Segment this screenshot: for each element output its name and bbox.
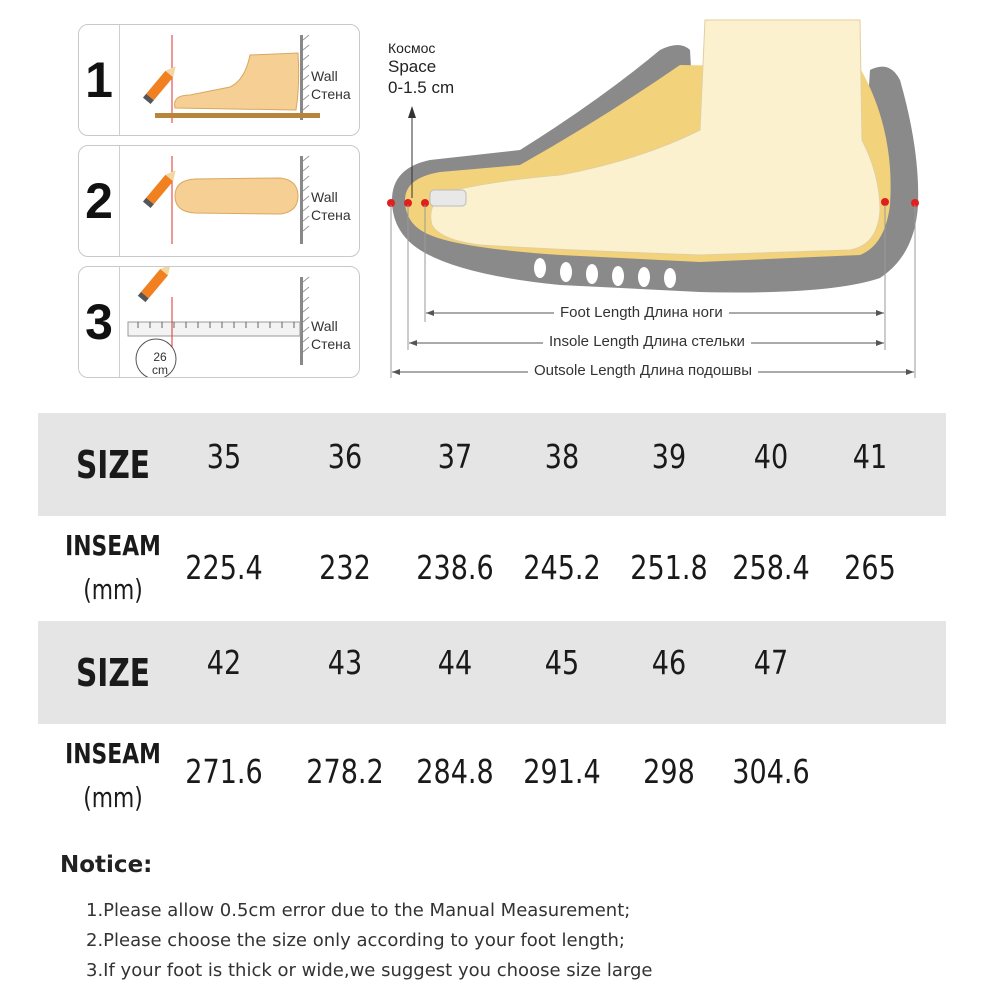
- size-header: SIZE: [75, 650, 151, 695]
- size-cell: 47: [753, 643, 789, 682]
- inseam-cell: 245.2: [523, 548, 601, 587]
- inseam-cell: 271.6: [185, 752, 263, 791]
- inseam-row-2: [38, 724, 946, 827]
- size-row-1: [38, 413, 946, 516]
- inseam-cell: 225.4: [185, 548, 263, 587]
- notice-title: Notice:: [60, 852, 153, 878]
- size-cell: 35: [206, 437, 242, 476]
- pencil-icon: [143, 167, 180, 208]
- measurement-readout: 26 cm: [152, 350, 168, 377]
- foot-length-label: Foot Length Длина ноги: [554, 304, 729, 321]
- inseam-cell: 258.4: [732, 548, 810, 587]
- size-cell: 46: [651, 643, 687, 682]
- inseam-cell: 251.8: [630, 548, 708, 587]
- foot-side-illustration: [120, 25, 320, 135]
- step-1-panel: [78, 24, 360, 136]
- insole-length-label: Insole Length Длина стельки: [543, 333, 751, 350]
- space-label: Космос Space 0-1.5 cm: [388, 40, 455, 97]
- size-cell: 41: [852, 437, 888, 476]
- inseam-header: INSEAM (mm): [65, 736, 161, 814]
- outsole-length-label: Outsole Length Длина подошвы: [528, 362, 758, 379]
- size-cell: 42: [206, 643, 242, 682]
- inseam-cell: 284.8: [416, 752, 494, 791]
- wall-label: Wall Стена: [311, 318, 351, 352]
- ruler-icon: [128, 322, 300, 336]
- wall-label: Wall Стена: [311, 68, 351, 102]
- inseam-cell: 291.4: [523, 752, 601, 791]
- inseam-cell: 304.6: [732, 752, 810, 791]
- step-number: 3: [79, 267, 120, 377]
- pencil-icon: [138, 267, 175, 302]
- size-cell: 43: [327, 643, 363, 682]
- size-cell: 45: [544, 643, 580, 682]
- inseam-cell: 265: [844, 548, 896, 587]
- inseam-cell: 232: [319, 548, 371, 587]
- step-3-panel: [78, 266, 360, 378]
- size-cell: 40: [753, 437, 789, 476]
- notice-item-1: 1.Please allow 0.5cm error due to the Manual Measurement;: [86, 900, 631, 921]
- step-number: 2: [79, 146, 120, 256]
- notice-item-3: 3.If your foot is thick or wide,we suggest you choose size large: [86, 960, 653, 981]
- inseam-header: INSEAM (mm): [65, 528, 161, 606]
- foot-top-illustration: [120, 146, 320, 256]
- size-cell: 44: [437, 643, 473, 682]
- size-header: SIZE: [75, 442, 151, 487]
- step-2-panel: [78, 145, 360, 257]
- size-cell: 38: [544, 437, 580, 476]
- inseam-row-1: [38, 516, 946, 619]
- size-cell: 36: [327, 437, 363, 476]
- inseam-cell: 238.6: [416, 548, 494, 587]
- wall-label: Wall Стена: [311, 189, 351, 223]
- pencil-icon: [143, 63, 180, 104]
- inseam-cell: 278.2: [306, 752, 384, 791]
- size-cell: 37: [437, 437, 473, 476]
- notice-item-2: 2.Please choose the size only according to your foot length;: [86, 930, 625, 951]
- size-cell: 39: [651, 437, 687, 476]
- inseam-cell: 298: [643, 752, 695, 791]
- size-row-2: [38, 621, 946, 724]
- step-number: 1: [79, 25, 120, 135]
